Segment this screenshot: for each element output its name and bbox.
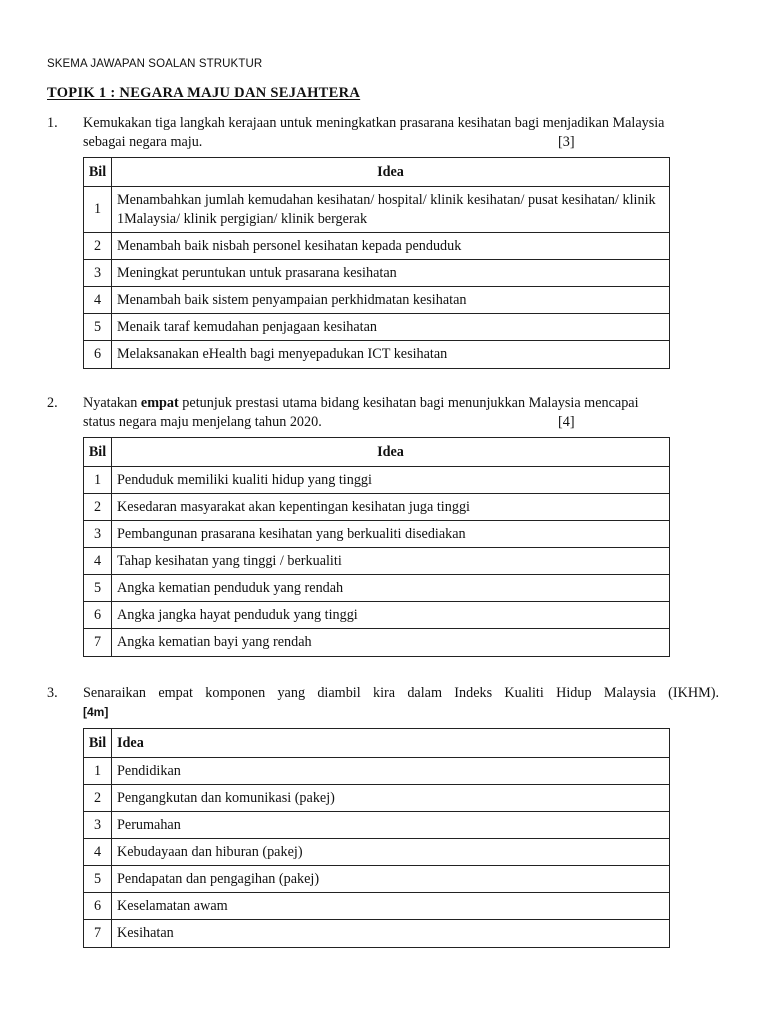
- question-number: 2.: [47, 395, 58, 411]
- row-bil: 6: [84, 341, 112, 369]
- answer-table-2: [83, 437, 670, 657]
- table-row: [84, 758, 670, 785]
- row-bil: 4: [84, 839, 112, 866]
- table-header-row: [84, 438, 670, 467]
- row-bil: 5: [84, 866, 112, 893]
- question-line-2: [83, 133, 719, 152]
- row-idea: Angka jangka hayat penduduk yang tinggi: [112, 602, 670, 629]
- row-bil: 5: [84, 314, 112, 341]
- table-header-row: [84, 158, 670, 187]
- row-idea: Kesedaran masyarakat akan kepentingan kesihatan juga tinggi: [112, 494, 670, 521]
- row-idea: Menambahkan jumlah kemudahan kesihatan/ hospital/ klinik kesihatan/ pusat kesihatan/ klinik 1Malaysia/ klinik pergigian/ klinik bergerak: [112, 187, 670, 233]
- table-row: [84, 548, 670, 575]
- question-line-2-text: status negara maju menjelang tahun 2020.: [83, 414, 322, 430]
- row-bil: 2: [84, 785, 112, 812]
- marks-label: [4m]: [83, 705, 109, 719]
- question-line-1: Senaraikan empat komponen yang diambil kira dalam Indeks Kualiti Hidup Malaysia (IKHM).: [83, 685, 719, 701]
- table-row: [84, 920, 670, 948]
- row-idea: Menambah baik nisbah personel kesihatan kepada penduduk: [112, 233, 670, 260]
- row-idea: Pembangunan prasarana kesihatan yang berkualiti disediakan: [112, 521, 670, 548]
- table-row: [84, 341, 670, 369]
- row-bil: 3: [84, 521, 112, 548]
- row-bil: 5: [84, 575, 112, 602]
- row-idea: Menambah baik sistem penyampaian perkhidmatan kesihatan: [112, 287, 670, 314]
- row-bil: 6: [84, 602, 112, 629]
- row-bil: 4: [84, 287, 112, 314]
- table-row: [84, 260, 670, 287]
- table-row: [84, 893, 670, 920]
- question-text: [83, 394, 719, 432]
- question-line-2: [83, 413, 719, 432]
- table-row: [84, 785, 670, 812]
- row-idea: Pendidikan: [112, 758, 670, 785]
- table-row: [84, 314, 670, 341]
- row-idea: Meningkat peruntukan untuk prasarana kesihatan: [112, 260, 670, 287]
- row-bil: 2: [84, 494, 112, 521]
- question-line-2: [83, 703, 108, 722]
- row-bil: 3: [84, 260, 112, 287]
- row-bil: 1: [84, 758, 112, 785]
- row-idea: Kesihatan: [112, 920, 670, 948]
- table-row: [84, 629, 670, 657]
- table-row: [84, 467, 670, 494]
- row-idea: Tahap kesihatan yang tinggi / berkualiti: [112, 548, 670, 575]
- row-idea: Melaksanakan eHealth bagi menyepadukan ICT kesihatan: [112, 341, 670, 369]
- header-idea: Idea: [112, 729, 670, 758]
- row-bil: 2: [84, 233, 112, 260]
- table-row: [84, 575, 670, 602]
- question-line-2-text: sebagai negara maju.: [83, 134, 203, 150]
- question-line-1: Kemukakan tiga langkah kerajaan untuk meningkatkan prasarana kesihatan bagi menjadikan Malaysia: [83, 115, 665, 131]
- row-bil: 1: [84, 467, 112, 494]
- document-header: SKEMA JAWAPAN SOALAN STRUKTUR: [47, 58, 263, 70]
- table-row: [84, 602, 670, 629]
- question-text-part: Nyatakan: [83, 395, 141, 411]
- table-row: [84, 187, 670, 233]
- answer-table-1: [83, 157, 670, 369]
- row-idea: Pendapatan dan pengagihan (pakej): [112, 866, 670, 893]
- header-bil: Bil: [84, 438, 112, 467]
- row-bil: 7: [84, 920, 112, 948]
- row-idea: Keselamatan awam: [112, 893, 670, 920]
- marks-label: [4]: [558, 414, 575, 430]
- table-header-row: [84, 729, 670, 758]
- answer-table-3: [83, 728, 670, 948]
- table-row: [84, 287, 670, 314]
- table-row: [84, 839, 670, 866]
- row-idea: Kebudayaan dan hiburan (pakej): [112, 839, 670, 866]
- question-text-part: petunjuk prestasi utama bidang kesihatan bagi menunjukkan Malaysia mencapai: [178, 395, 639, 411]
- row-bil: 3: [84, 812, 112, 839]
- table-row: [84, 521, 670, 548]
- marks-label: [3]: [558, 134, 575, 150]
- topic-title: TOPIK 1 : NEGARA MAJU DAN SEJAHTERA: [47, 85, 361, 101]
- question-text: [83, 114, 719, 152]
- question-text-emphasis: empat: [140, 395, 179, 411]
- question-number: 1.: [47, 115, 58, 131]
- row-idea: Angka kematian penduduk yang rendah: [112, 575, 670, 602]
- row-idea: Menaik taraf kemudahan penjagaan kesihatan: [112, 314, 670, 341]
- table-row: [84, 494, 670, 521]
- table-row: [84, 233, 670, 260]
- question-number: 3.: [47, 685, 58, 701]
- question-line-1: [83, 394, 719, 413]
- row-bil: 4: [84, 548, 112, 575]
- row-bil: 6: [84, 893, 112, 920]
- row-bil: 1: [84, 187, 112, 233]
- header-bil: Bil: [84, 158, 112, 187]
- row-bil: 7: [84, 629, 112, 657]
- row-idea: Perumahan: [112, 812, 670, 839]
- header-idea: Idea: [112, 158, 670, 187]
- table-row: [84, 866, 670, 893]
- question-text: [83, 684, 719, 703]
- header-idea: Idea: [112, 438, 670, 467]
- header-bil: Bil: [84, 729, 112, 758]
- row-idea: Pengangkutan dan komunikasi (pakej): [112, 785, 670, 812]
- row-idea: Penduduk memiliki kualiti hidup yang tinggi: [112, 467, 670, 494]
- table-row: [84, 812, 670, 839]
- row-idea: Angka kematian bayi yang rendah: [112, 629, 670, 657]
